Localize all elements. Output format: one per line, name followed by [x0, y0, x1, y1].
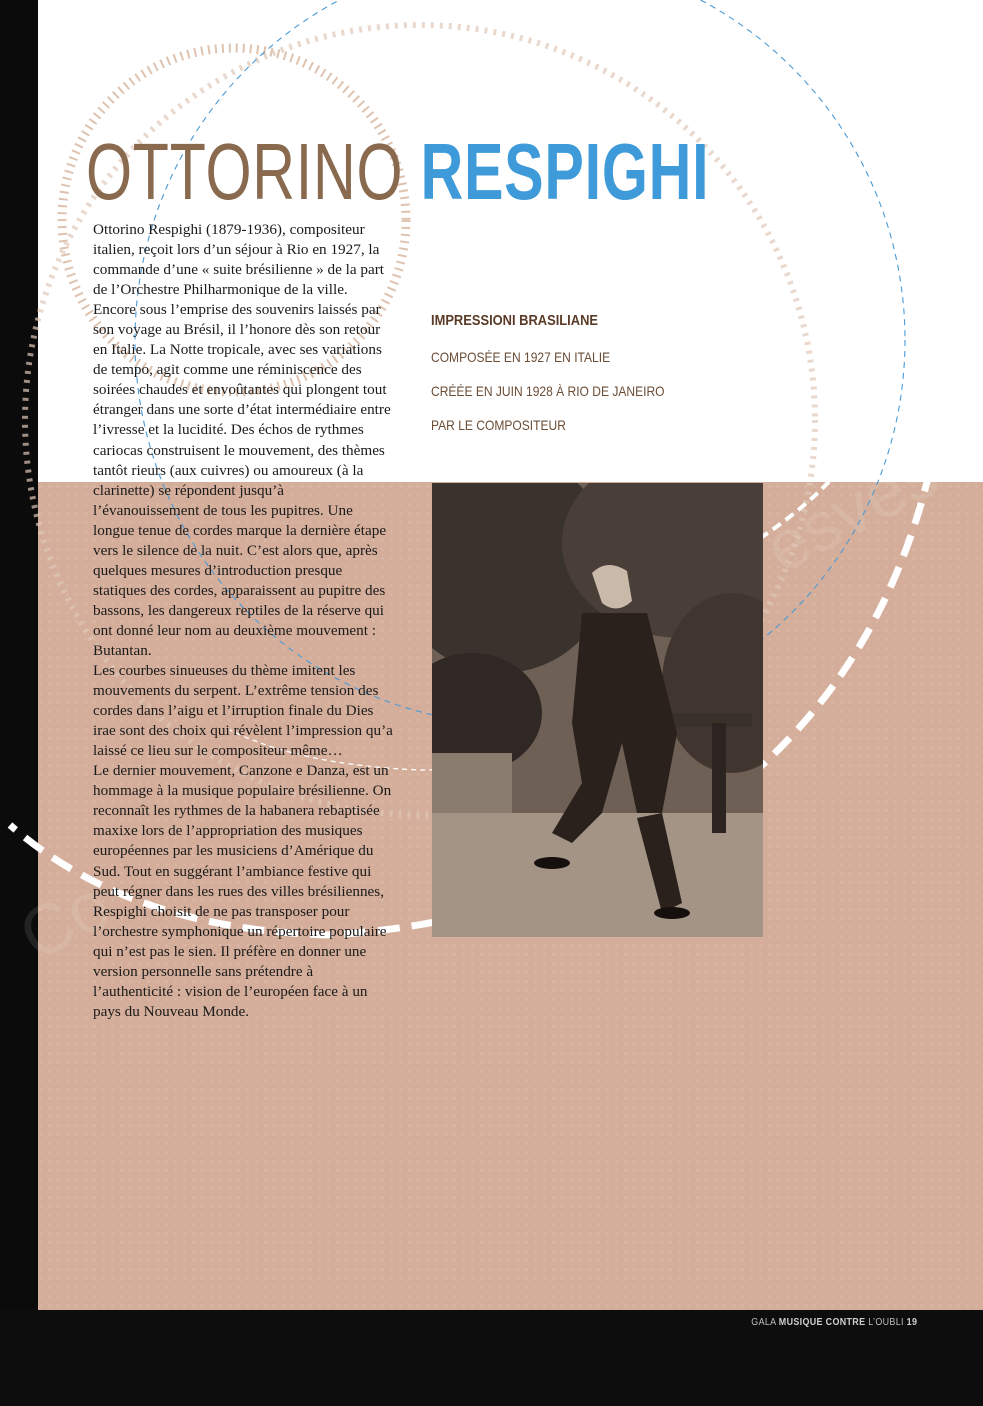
body-paragraph: Le dernier mouvement, Canzone e Danza, est un hommage à la musique populaire brésilienne. On reconnaît les rythmes de la habanera rebaptisée maxixe lors de l’appropriation des musiques européennes par les musiciens d’Amérique du Sud. Tout en suggérant l’ambiance festive qui peut régner dans les rues des villes brésiliennes, Respighi choisit de ne pas transposer pour l’orchestre symphonique un répertoire populaire qui n’est pas le sien. Il préfère en donner une version personnelle sans prétendre à l’authenticité : vision de l’européen face à un pays du Nouveau Monde.: [93, 762, 392, 1020]
footer-event: MUSIQUE CONTRE: [778, 1316, 866, 1328]
body-paragraph: Ottorino Respighi (1879-1936), compositeur italien, reçoit lors d’un séjour à Rio en 1927, la commande d’une « suite brésilienne » de la part de l’Orchestre Philharmonique de la ville. Encore sous l’emprise des souvenirs laissés par son voyage au Brésil, il l’honore dès son retour en Italie. La Notte tropicale, avec ses variations de tempo, agit comme une réminiscence des soirées chaudes et envoûtantes qui plongent tout étranger dans une sorte d’état intermédiaire entre l’ivresse et la lucidité. Des échos de rythmes cariocas construisent le mouvement, des thèmes tantôt rieurs (aux cuivres) ou amoureux (à la clarinette) se répondent jusqu’à l’évanouissement de tous les pupitres. Une longue tenue de cordes marque la dernière étape vers le silence de la nuit. C’est alors que, après quelques mesures d’introduction presque statiques des cordes, apparaissent au pupitre des bassons, les dangereux reptiles de la réserve qui ont donné leur nom au deuxième mouvement : Butantan.: [93, 221, 391, 659]
work-info: [431, 312, 706, 451]
work-by: PAR LE COMPOSITEUR: [431, 417, 566, 433]
composer-photo: [432, 483, 763, 937]
work-title: IMPRESSIONI BRASILIANE: [431, 312, 599, 329]
footer-suffix: L’OUBLI: [867, 1316, 904, 1328]
page-title: [86, 127, 710, 216]
title-first-name: OTTORINO: [86, 127, 404, 216]
title-last-name: RESPIGHI: [420, 127, 710, 216]
article-body: [93, 220, 393, 1022]
left-edge-strip: [0, 0, 38, 1310]
work-composed: COMPOSÉE EN 1927 EN ITALIE: [431, 349, 611, 365]
work-premiere: CRÉÉE EN JUIN 1928 À RIO DE JANEIRO: [431, 383, 665, 399]
page-number: 19: [906, 1316, 917, 1328]
footer-caption: [751, 1316, 917, 1328]
body-paragraph: Les courbes sinueuses du thème imitent les mouvements du serpent. L’extrême tension des cordes dans l’aigu et l’irruption finale du Dies irae sont des choix qui révèlent l’impression qu’a laissé ce lieu sur le compositeur même…: [93, 662, 393, 760]
footer-prefix: GALA: [751, 1316, 776, 1328]
